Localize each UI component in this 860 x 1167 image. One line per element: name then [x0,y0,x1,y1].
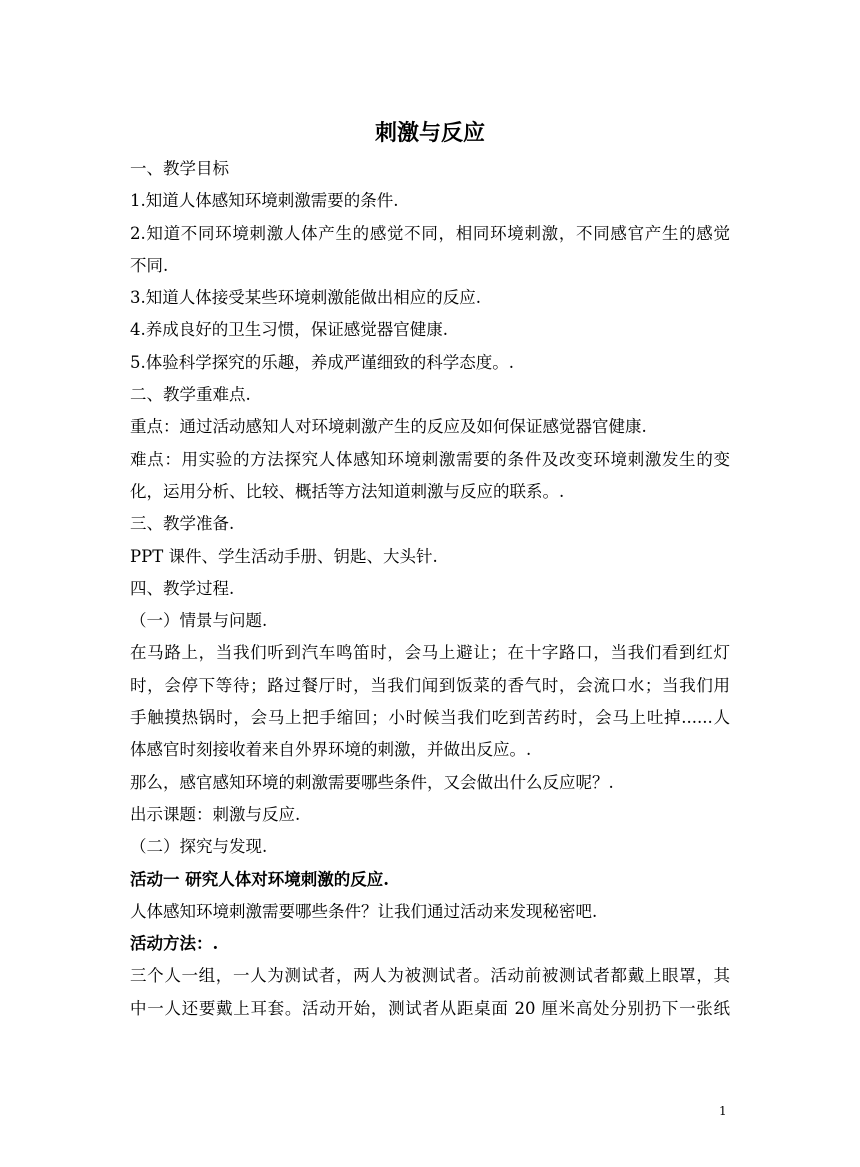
paragraph-line: 1.知道人体感知环境刺激需要的条件. [130,191,399,211]
activity-method-heading: 活动方法：. [130,934,219,954]
paragraph-line: 化，运用分析、比较、概括等方法知道刺激与反应的联系。. [130,481,565,501]
section-heading: 一、教学目标 [130,159,229,178]
section-heading: 二、教学重难点. [130,385,251,405]
section-heading: 三、教学准备. [130,514,235,534]
paragraph-line: 时，会停下等待；路过餐厅时，当我们闻到饭菜的香气时，会流口水；当我们用 [130,675,730,695]
paragraph-line: 那么，感官感知环境的刺激需要哪些条件，又会做出什么反应呢？. [130,772,614,792]
paragraph-line: 4.养成良好的卫生习惯，保证感觉器官健康. [130,320,448,340]
subsection-heading: （二）探究与发现. [130,837,268,857]
section-heading: 四、教学过程. [130,578,235,598]
paragraph-line: PPT 课件、学生活动手册、钥匙、大头针. [130,546,438,566]
paragraph-line: 2.知道不同环境刺激人体产生的感觉不同，相同环境刺激，不同感官产生的感觉 [130,223,730,243]
subsection-heading: （一）情景与问题. [130,611,268,631]
paragraph-line: 在马路上，当我们听到汽车鸣笛时，会马上避让；在十字路口，当我们看到红灯 [130,643,730,663]
document-title: 刺激与反应 [374,120,485,146]
paragraph-line: 手触摸热锅时，会马上把手缩回；小时候当我们吃到苦药时，会马上吐掉......人 [130,708,730,728]
paragraph-line: 难点：用实验的方法探究人体感知环境刺激需要的条件及改变环境刺激发生的变 [130,449,730,469]
paragraph-line: 5.体验科学探究的乐趣，养成严谨细致的科学态度。. [130,352,514,372]
paragraph-line: 人体感知环境刺激需要哪些条件？让我们通过活动来发现秘密吧. [130,901,598,921]
activity-heading: 活动一 研究人体对环境刺激的反应. [130,869,389,889]
paragraph-line: 重点：通过活动感知人对环境刺激产生的反应及如何保证感觉器官健康. [130,417,647,437]
paragraph-line: 中一人还要戴上耳套。活动开始，测试者从距桌面 20 厘米高处分别扔下一张纸 [130,998,730,1018]
paragraph-line: 出示课题：刺激与反应. [130,804,301,824]
paragraph-line: 3.知道人体接受某些环境刺激能做出相应的反应. [130,288,481,308]
paragraph-line: 三个人一组，一人为测试者，两人为被测试者。活动前被测试者都戴上眼罩，其 [130,966,730,986]
paragraph-line: 不同. [130,255,169,275]
document-body [130,153,730,1025]
page-number: 1 [719,1104,727,1118]
paragraph-line: 体感官时刻接收着来自外界环境的刺激，并做出反应。. [130,740,532,760]
